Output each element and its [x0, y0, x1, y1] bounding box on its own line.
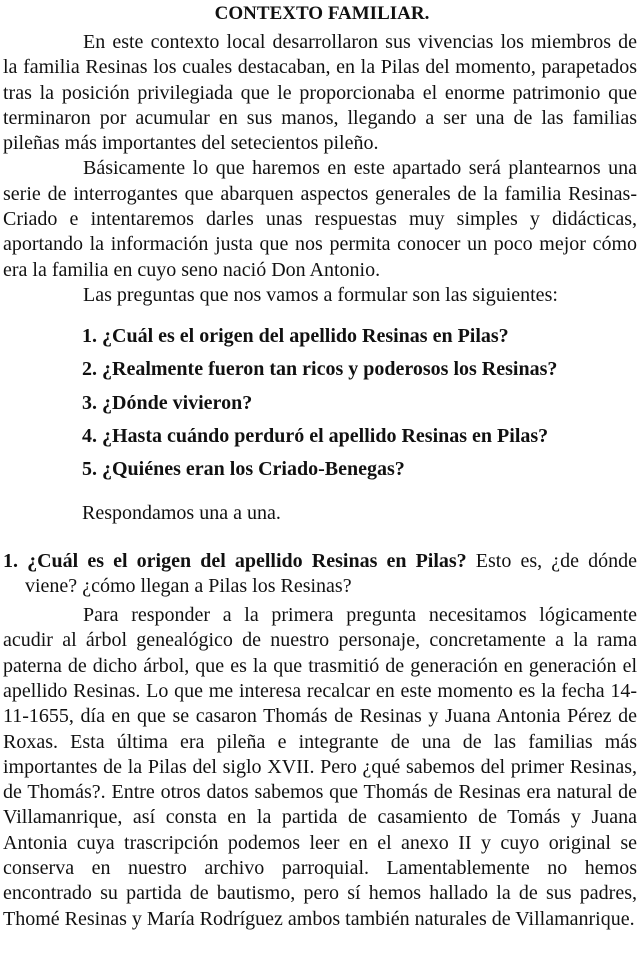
question-item: 4. ¿Hasta cuándo perduró el apellido Resinas en Pilas?	[82, 424, 549, 447]
paragraph-purpose: Básicamente lo que haremos en este apartado será plantearnos una serie de interrogantes que abarquen aspectos generales de la familia Resinas-Criado e intentaremos darles unas respuestas muy simples y didácticas, aportando la información justa que nos permita conocer un poco mejor cómo era la familia en cuyo seno nació Don Antonio.	[3, 157, 637, 281]
transition-text: Respondamos una a una.	[82, 502, 281, 525]
paragraph-context: En este contexto local desarrollaron sus vivencias los miembros de la familia Resinas los cuales destacaban, en la Pilas del momento, parapetados tras la posición privilegiada que le proporcionaba el enorme patrimonio que terminaron por acumular en sus manos, llegando a ser una de las familias pileñas más importantes del setecientos pileño.	[3, 31, 637, 155]
answer-1-intro: Esto es, ¿de dónde viene? ¿cómo llegan a Pilas los Resinas?	[25, 549, 637, 597]
question-item: 2. ¿Realmente fueron tan ricos y poderosos los Resinas?	[82, 358, 558, 381]
question-item: 1. ¿Cuál es el origen del apellido Resinas en Pilas?	[82, 325, 509, 348]
paragraph-genealogy: Para responder a la primera pregunta necesitamos lógicamente acudir al árbol genealógico de nuestro personaje, concretamente a la rama paterna de dicho árbol, que es la que trasmitió de generación en generación el apellido Resinas. Lo que me interesa recalcar en este momento es la fecha 14-11-1655, día en que se casaron Thomás de Resinas y Juana Antonia Pérez de Roxas. Esta última era pileña e integrante de una de las familias más importantes de la Pilas del siglo XVII. Pero ¿qué sabemos del primer Resinas, de Thomás?. Entre otros datos sabemos que Thomás de Resinas era natural de Villamanrique, así consta en la partida de casamiento de Tomás y Juana Antonia cuya trascripción podemos leer en el anexo II y cuyo original se conserva en nuestro archivo parroquial. Lamentablemente no hemos encontrado su partida de bautismo, pero sí hemos hallado la de sus padres, Thomé Resinas y María Rodríguez ambos también naturales de Villamanrique.	[3, 604, 637, 930]
question-item: 3. ¿Dónde vivieron?	[82, 391, 253, 414]
question-item: 5. ¿Quiénes eran los Criado-Benegas?	[82, 458, 405, 481]
section-title: CONTEXTO FAMILIAR.	[214, 3, 430, 24]
answer-1-heading: 1. ¿Cuál es el origen del apellido Resinas en Pilas?	[3, 549, 467, 572]
question-list	[82, 320, 644, 486]
answer-1-heading-paragraph	[3, 549, 637, 600]
paragraph-questions-intro: Las preguntas que nos vamos a formular son las siguientes:	[83, 283, 558, 306]
